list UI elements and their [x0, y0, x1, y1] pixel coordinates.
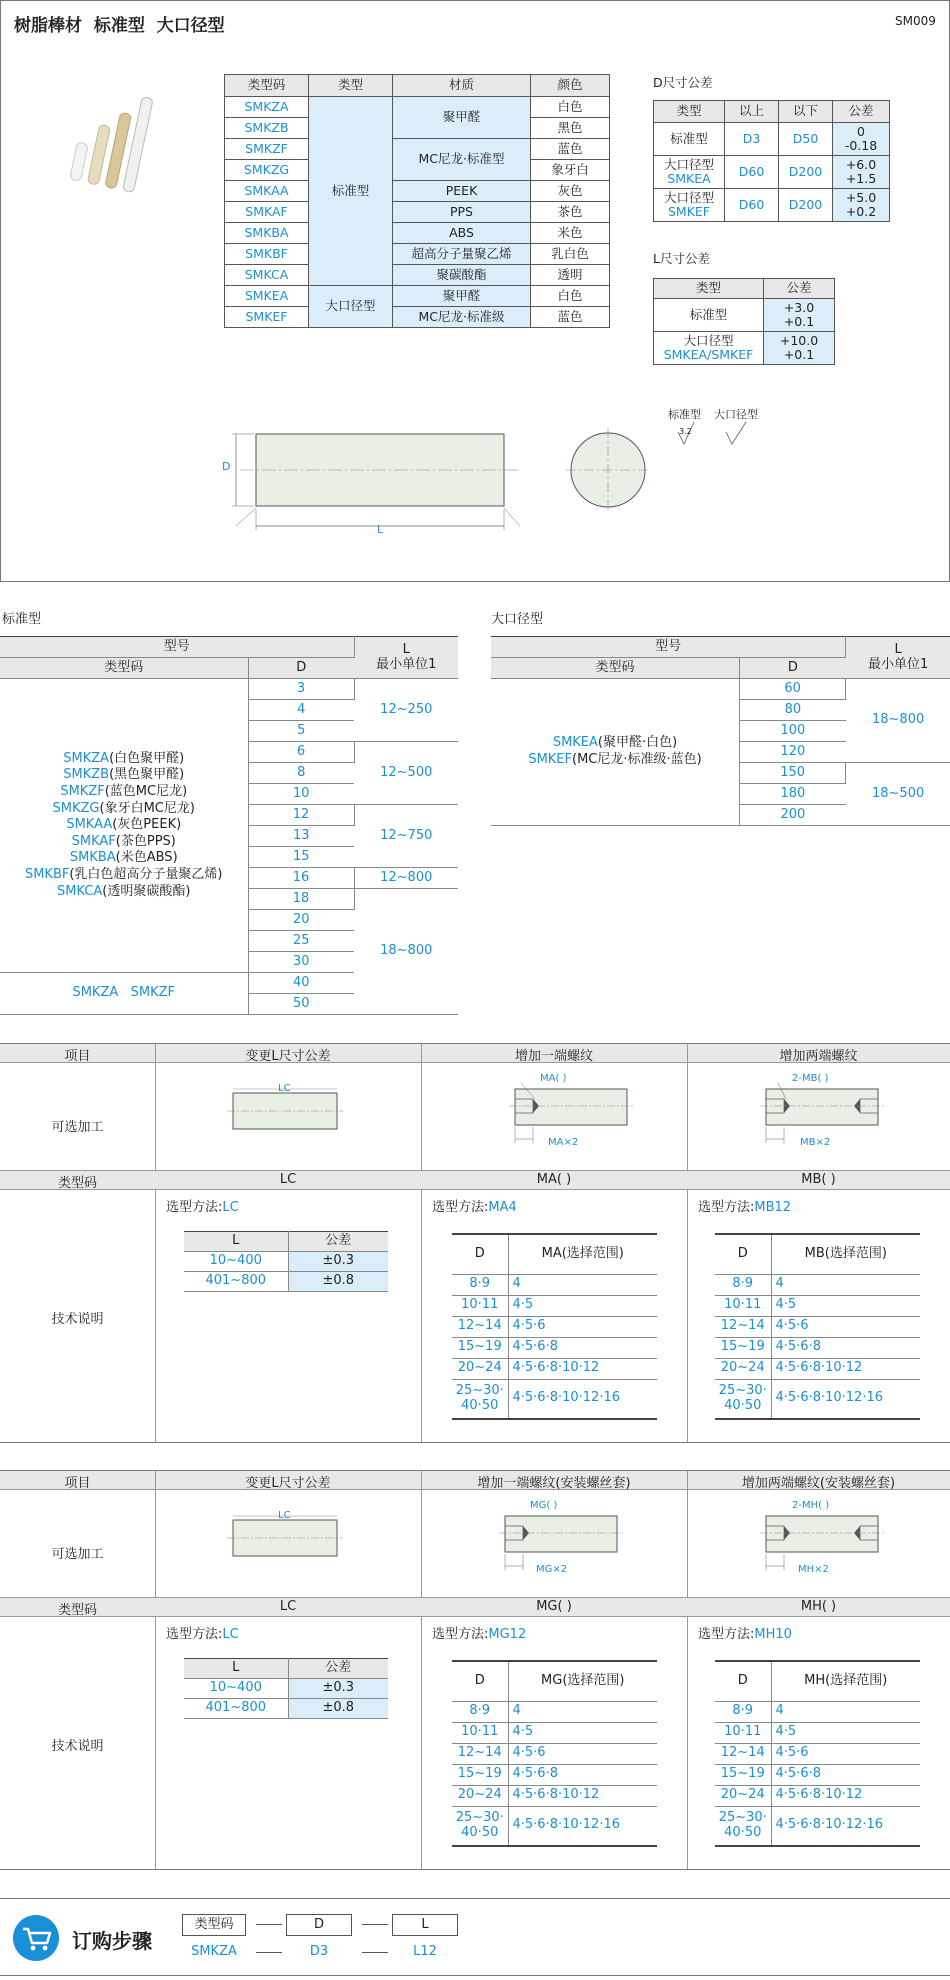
- rod-drawing: [220, 420, 660, 540]
- thread: 4·5·6·8: [512, 1766, 558, 1782]
- d-header: D: [248, 658, 354, 679]
- thread: 4·5·6·8·10·12: [775, 1787, 863, 1803]
- std-title: 标准型: [2, 612, 42, 627]
- opt-header: 增加两端螺纹(安装螺丝套): [741, 1476, 896, 1491]
- std-desc: (白色聚甲醛): [109, 750, 185, 766]
- order-value-d: D3: [309, 1944, 329, 1959]
- thread: 4·5·6·8: [512, 1339, 558, 1355]
- std-desc: (乳白色超高分子量聚乙烯): [69, 867, 223, 883]
- d-range: 15~19: [452, 1337, 508, 1358]
- std-code[interactable]: SMKBA: [69, 850, 116, 866]
- std-table: [0, 636, 458, 1015]
- sel-value: MB12: [754, 1200, 792, 1215]
- code-header: 类型码: [491, 658, 740, 679]
- thread: 4·5·6·8: [775, 1766, 821, 1782]
- d-tol-title: D尺寸公差: [653, 75, 713, 90]
- d-value: 16: [248, 868, 354, 889]
- d-range: 20~24: [715, 1358, 771, 1379]
- d-range: 12~14: [452, 1743, 508, 1764]
- std-code[interactable]: SMKZF: [60, 783, 105, 799]
- from: D60: [725, 156, 779, 189]
- order-value-code: SMKZA: [191, 1944, 237, 1959]
- color: 透明: [531, 265, 610, 286]
- opt-header: 增加两端螺纹: [779, 1049, 858, 1064]
- d-value: 120: [740, 742, 846, 763]
- dim-d: D: [222, 460, 231, 473]
- d-value: 12: [248, 805, 354, 826]
- order-box-code: 类型码: [182, 1914, 246, 1936]
- opt-header: 增加一端螺纹(安装螺丝套): [477, 1476, 631, 1491]
- d-value: 30: [248, 952, 354, 973]
- material: 聚甲醛: [393, 97, 531, 139]
- d-value: 150: [740, 763, 846, 784]
- type-code[interactable]: SMKZA: [225, 97, 309, 118]
- thread: 4·5·6·8·10·12: [775, 1360, 863, 1376]
- type-standard: 标准型: [309, 97, 393, 286]
- d-value: 3: [248, 679, 354, 700]
- large-desc: (聚甲醛·白色): [597, 735, 678, 751]
- row-label: 可选加工: [51, 1547, 104, 1562]
- l-header: L: [894, 641, 902, 657]
- std-code[interactable]: SMKZB: [63, 767, 110, 783]
- type-code[interactable]: SMKEF: [225, 307, 309, 328]
- type-code[interactable]: SMKCA: [225, 265, 309, 286]
- d-range: 15~19: [715, 1337, 771, 1358]
- thread: 4·5·6·8: [775, 1339, 821, 1355]
- color: 灰色: [531, 181, 610, 202]
- std-code[interactable]: SMKAF: [71, 833, 116, 849]
- d-range: 10·11: [452, 1722, 508, 1743]
- thread: 4·5·6·8·10·12·16: [775, 1817, 884, 1833]
- d-value: 100: [740, 721, 846, 742]
- sel-value: LC: [222, 1200, 239, 1215]
- d-range: 8·9: [452, 1274, 508, 1295]
- type-code[interactable]: SMKZG: [225, 160, 309, 181]
- sel-value: LC: [222, 1627, 239, 1642]
- lc-table: [184, 1658, 388, 1719]
- lc-label: LC: [278, 1083, 291, 1094]
- mb-label: 2-MB( ): [792, 1073, 829, 1084]
- std-desc: (米色ABS): [115, 850, 178, 866]
- thread: 4: [512, 1276, 521, 1292]
- d-range: 10·11: [452, 1295, 508, 1316]
- thread: 4·5·6·8·10·12·16: [512, 1390, 621, 1406]
- d-value: 20: [248, 910, 354, 931]
- std-desc: (蓝色MC尼龙): [104, 783, 188, 799]
- d-tol-table: [653, 100, 890, 222]
- to: D50: [779, 123, 833, 156]
- d-range: 8·9: [452, 1701, 508, 1722]
- row-label: 技术说明: [51, 1312, 104, 1327]
- type-code[interactable]: SMKZB: [225, 118, 309, 139]
- tol-low: +1.5: [845, 171, 877, 186]
- d-value: 6: [248, 742, 354, 763]
- spec-col: 类型: [309, 75, 393, 97]
- mb-table: [715, 1233, 920, 1420]
- mh-x2-label: MH×2: [798, 1564, 829, 1575]
- thread: 4·5·6: [775, 1745, 809, 1761]
- type: 标准型: [654, 299, 764, 332]
- mh-table: [715, 1660, 920, 1847]
- d-range: 12~14: [452, 1316, 508, 1337]
- color: 白色: [531, 286, 610, 307]
- type-large: 大口径型: [309, 286, 393, 328]
- d-value: 80: [740, 700, 846, 721]
- col: D: [452, 1234, 508, 1274]
- color: 白色: [531, 97, 610, 118]
- large-code[interactable]: SMKEA: [552, 735, 598, 751]
- col: L: [184, 1232, 288, 1252]
- sel-value: MG12: [488, 1627, 527, 1642]
- opt-header: 变更L尺寸公差: [245, 1049, 331, 1064]
- l-range: 12~250: [354, 679, 458, 742]
- type: 标准型: [654, 123, 725, 156]
- tol: ±0.8: [288, 1272, 388, 1292]
- cart-icon: [12, 1914, 60, 1962]
- d-value: 18: [248, 889, 354, 910]
- d-value: 60: [740, 679, 846, 700]
- std-code[interactable]: SMKCA: [57, 883, 103, 899]
- d-value: 4: [248, 700, 354, 721]
- thread: 4: [512, 1703, 521, 1719]
- tol-low: +0.1: [783, 314, 815, 329]
- large-title: 大口径型: [491, 612, 544, 627]
- col: D: [452, 1661, 508, 1701]
- options-section-1: [0, 1043, 950, 1443]
- spec-col: 颜色: [531, 75, 610, 97]
- opt-header: 类型码: [57, 1176, 97, 1191]
- d-range: 25~30·: [455, 1809, 504, 1825]
- col: MA(选择范围): [541, 1245, 624, 1261]
- ma-table: [452, 1233, 657, 1420]
- thread: 4·5·6: [512, 1318, 546, 1334]
- material: 聚碳酸酯: [393, 265, 531, 286]
- col: MG(选择范围): [541, 1672, 625, 1688]
- d-range: 25~30·: [455, 1382, 504, 1398]
- rough-value: 3.2: [679, 427, 692, 436]
- std-desc: (茶色PPS): [115, 833, 176, 849]
- type: 大口径型: [683, 332, 734, 348]
- thread: 4: [775, 1703, 784, 1719]
- sel-value: MH10: [754, 1627, 792, 1642]
- mg-x2-label: MG×2: [536, 1564, 568, 1575]
- col: 公差: [325, 1233, 352, 1249]
- tol-up: 0: [857, 123, 865, 139]
- d-value: 8: [248, 763, 354, 784]
- d-range: 15~19: [452, 1764, 508, 1785]
- d-range: 12~14: [715, 1743, 771, 1764]
- d-range: 10·11: [715, 1295, 771, 1316]
- d-range: 25~30·: [718, 1809, 767, 1825]
- dim-l: L: [377, 523, 384, 536]
- color: 乳白色: [531, 244, 610, 265]
- std-code-2[interactable]: SMKZA SMKZF: [0, 973, 248, 1015]
- opt-header: MB( ): [801, 1172, 836, 1187]
- l-range: 12~500: [354, 742, 458, 805]
- material: 聚甲醛: [393, 286, 531, 307]
- opt-header: MH( ): [800, 1599, 837, 1614]
- std-desc: (透明聚碳酸酯): [102, 883, 191, 899]
- col: MB(选择范围): [804, 1245, 887, 1261]
- code-header: 类型码: [0, 658, 248, 679]
- thread: 4: [775, 1276, 784, 1292]
- d-value: 13: [248, 826, 354, 847]
- d-value: 50: [248, 994, 354, 1015]
- page-title: 树脂棒材 标准型 大口径型: [14, 16, 225, 36]
- col: 公差: [325, 1660, 352, 1676]
- options-section-2: [0, 1470, 950, 1870]
- d-range: 40·50: [724, 1824, 762, 1840]
- color: 蓝色: [531, 139, 610, 160]
- order-box-l: L: [392, 1914, 458, 1936]
- d-range: 20~24: [715, 1785, 771, 1806]
- std-desc: (象牙白MC尼龙): [99, 800, 195, 816]
- thread: 4·5: [512, 1724, 534, 1740]
- from: D60: [725, 189, 779, 222]
- l-tol-title: L尺寸公差: [653, 251, 710, 266]
- col: 以上: [725, 101, 779, 123]
- tol-up: +10.0: [779, 332, 819, 348]
- d-value: 40: [248, 973, 354, 994]
- color: 象牙白: [531, 160, 610, 181]
- col: 以下: [779, 101, 833, 123]
- thread: 4·5: [512, 1297, 534, 1313]
- l-range: 18~500: [846, 763, 950, 826]
- material: MC尼龙·标准型: [393, 139, 531, 181]
- d-value: 10: [248, 784, 354, 805]
- d-value: 25: [248, 931, 354, 952]
- product-image: [66, 88, 166, 200]
- type: 大口径型: [663, 156, 714, 172]
- type-code[interactable]: SMKBA: [225, 223, 309, 244]
- rough-std-label: 标准型: [668, 408, 701, 421]
- l-range: 18~800: [846, 679, 950, 763]
- row-label: 可选加工: [51, 1120, 104, 1135]
- material: MC尼龙·标准级: [393, 307, 531, 328]
- col: 公差: [764, 279, 835, 299]
- opt-header: LC: [279, 1599, 297, 1614]
- std-code[interactable]: SMKBF: [24, 867, 70, 883]
- std-code[interactable]: SMKZG: [52, 800, 100, 816]
- sel-label: 选型方法:: [698, 1627, 755, 1642]
- order-box-d: D: [286, 1914, 352, 1936]
- model-header: 型号: [491, 637, 846, 658]
- material: ABS: [393, 223, 531, 244]
- l-range: 12~750: [354, 805, 458, 868]
- col: 类型: [654, 101, 725, 123]
- opt-header: LC: [279, 1172, 297, 1187]
- product-code: SM009: [895, 14, 936, 28]
- thread: 4·5: [775, 1297, 797, 1313]
- std-code[interactable]: SMKZA: [63, 750, 110, 766]
- l-header: L: [402, 641, 410, 657]
- lc-table: [184, 1231, 388, 1292]
- thread: 4·5·6: [512, 1745, 546, 1761]
- color: 茶色: [531, 202, 610, 223]
- l-range: 401~800: [184, 1699, 288, 1719]
- d-range: 25~30·: [718, 1382, 767, 1398]
- color: 蓝色: [531, 307, 610, 328]
- col: MH(选择范围): [804, 1672, 888, 1688]
- d-range: 15~19: [715, 1764, 771, 1785]
- sel-label: 选型方法:: [432, 1627, 489, 1642]
- sel-label: 选型方法:: [432, 1200, 489, 1215]
- from: D3: [725, 123, 779, 156]
- tol: ±0.8: [288, 1699, 388, 1719]
- code[interactable]: SMKEA/SMKEF: [663, 347, 754, 362]
- type-code[interactable]: SMKBF: [225, 244, 309, 265]
- material: 超高分子量聚乙烯: [393, 244, 531, 265]
- material: PEEK: [393, 181, 531, 202]
- opt-header: 变更L尺寸公差: [245, 1476, 331, 1491]
- tol-low: -0.18: [844, 138, 878, 153]
- col: D: [715, 1661, 771, 1701]
- lc-label: LC: [278, 1510, 291, 1521]
- l-tol-table: [653, 278, 835, 365]
- opt-header: 项目: [64, 1476, 91, 1491]
- color: 黑色: [531, 118, 610, 139]
- large-code[interactable]: SMKEF: [528, 752, 572, 767]
- row-label: 技术说明: [51, 1739, 104, 1754]
- thread: 4·5·6·8·10·12·16: [512, 1817, 621, 1833]
- l-range: 18~800: [354, 889, 458, 1015]
- col: D: [715, 1234, 771, 1274]
- large-table: [491, 636, 950, 826]
- tol-low: +0.1: [783, 347, 815, 362]
- l-range: 10~400: [184, 1679, 288, 1699]
- l-range: 10~400: [184, 1252, 288, 1272]
- mg-label: MG( ): [530, 1500, 558, 1511]
- opt-header: MA( ): [536, 1172, 572, 1187]
- col: 公差: [833, 101, 890, 123]
- tol-up: +5.0: [845, 189, 877, 205]
- sel-label: 选型方法:: [166, 1627, 223, 1642]
- type: 大口径型: [663, 189, 714, 205]
- tol-up: +6.0: [845, 156, 877, 172]
- d-range: 20~24: [452, 1358, 508, 1379]
- d-range: 40·50: [461, 1397, 499, 1413]
- rough-large-label: 大口径型: [714, 408, 758, 421]
- order-title: 订购步骤: [72, 1929, 152, 1953]
- code[interactable]: SMKEA: [667, 171, 711, 186]
- l-range: 12~800: [354, 868, 458, 889]
- d-range: 40·50: [461, 1824, 499, 1840]
- thread: 4·5·6·8·10·12: [512, 1360, 600, 1376]
- type-code[interactable]: SMKAF: [225, 202, 309, 223]
- d-value: 5: [248, 721, 354, 742]
- to: D200: [779, 189, 833, 222]
- col: L: [184, 1659, 288, 1679]
- spec-table: [224, 74, 610, 328]
- l-range: 401~800: [184, 1272, 288, 1292]
- l-unit: 最小单位1: [867, 656, 929, 672]
- d-header: D: [740, 658, 846, 679]
- d-range: 12~14: [715, 1316, 771, 1337]
- std-code[interactable]: SMKAA: [66, 817, 113, 833]
- thread: 4·5·6·8·10·12: [512, 1787, 600, 1803]
- type-code[interactable]: SMKAA: [225, 181, 309, 202]
- thread: 4·5·6: [775, 1318, 809, 1334]
- ma-x2-label: MA×2: [548, 1137, 579, 1148]
- spec-col: 类型码: [225, 75, 309, 97]
- model-header: 型号: [0, 637, 354, 658]
- opt-header: 项目: [64, 1049, 91, 1064]
- thread: 4·5·6·8·10·12·16: [775, 1390, 884, 1406]
- spec-col: 材质: [393, 75, 531, 97]
- d-range: 8·9: [715, 1274, 771, 1295]
- d-range: 10·11: [715, 1722, 771, 1743]
- order-value-l: L12: [413, 1944, 437, 1959]
- std-desc: (黑色聚甲醛): [109, 767, 185, 783]
- opt-header: MG( ): [536, 1599, 572, 1614]
- tol: ±0.3: [288, 1679, 388, 1699]
- d-value: 15: [248, 847, 354, 868]
- mb-x2-label: MB×2: [800, 1137, 831, 1148]
- std-desc: (灰色PEEK): [112, 817, 182, 833]
- col: 类型: [654, 279, 764, 299]
- d-value: 180: [740, 784, 846, 805]
- d-range: 8·9: [715, 1701, 771, 1722]
- opt-header: 类型码: [57, 1603, 97, 1618]
- sel-label: 选型方法:: [166, 1200, 223, 1215]
- mh-label: 2-MH( ): [792, 1500, 830, 1511]
- d-range: 40·50: [724, 1397, 762, 1413]
- d-value: 200: [740, 805, 846, 826]
- material: PPS: [393, 202, 531, 223]
- l-unit: 最小单位1: [376, 656, 437, 672]
- sel-value: MA4: [488, 1200, 517, 1215]
- code[interactable]: SMKEF: [667, 204, 710, 219]
- d-range: 20~24: [452, 1785, 508, 1806]
- tol: ±0.3: [288, 1252, 388, 1272]
- tol-up: +3.0: [783, 299, 815, 315]
- opt-header: 增加一端螺纹: [514, 1049, 593, 1064]
- to: D200: [779, 156, 833, 189]
- mg-table: [452, 1660, 657, 1847]
- tol-low: +0.2: [845, 204, 877, 219]
- thread: 4·5: [775, 1724, 797, 1740]
- ma-label: MA( ): [540, 1073, 567, 1084]
- color: 米色: [531, 223, 610, 244]
- type-code[interactable]: SMKEA: [225, 286, 309, 307]
- large-desc: (MC尼龙·标准级·蓝色): [572, 752, 702, 767]
- sel-label: 选型方法:: [698, 1200, 755, 1215]
- type-code[interactable]: SMKZF: [225, 139, 309, 160]
